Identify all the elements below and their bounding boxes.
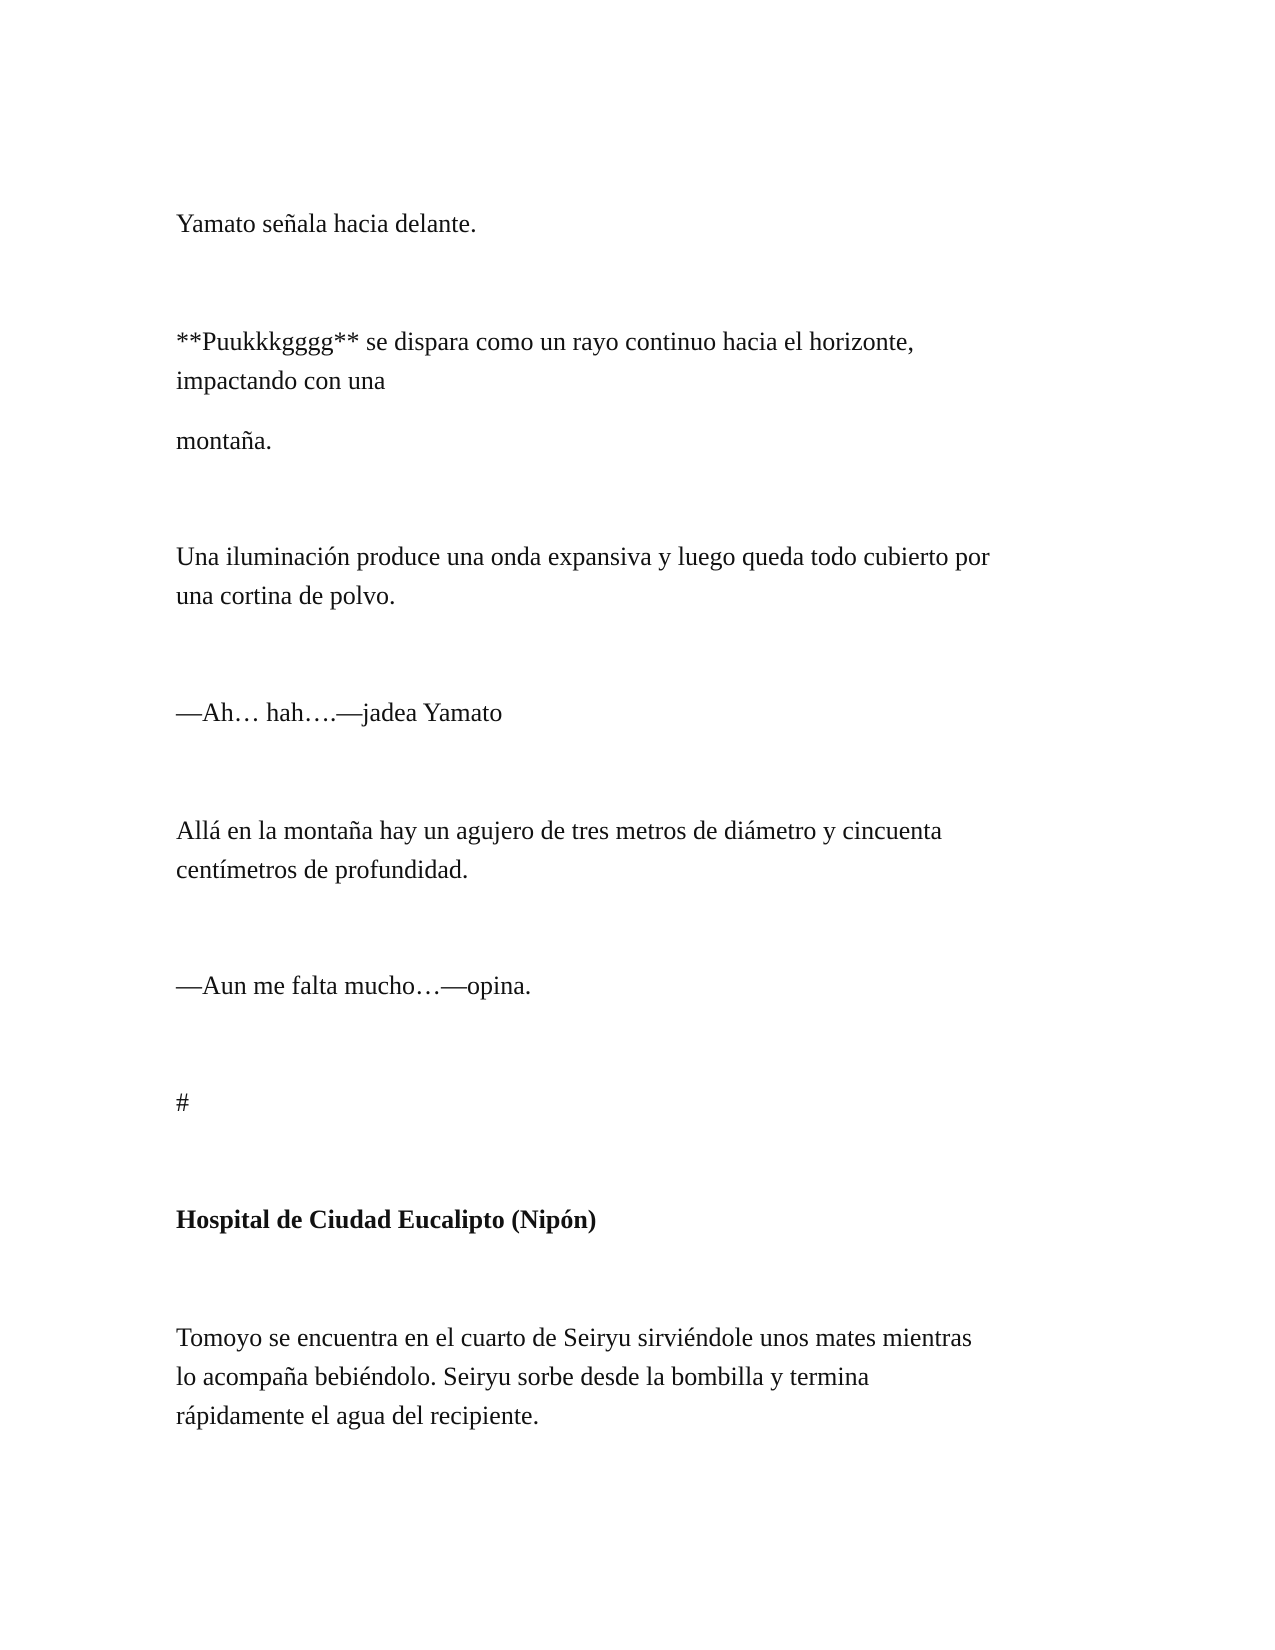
paragraph-agujero-line-2: centímetros de profundidad. [176, 855, 469, 884]
paragraph-puukkkgggg-line-1: **Puukkkgggg** se dispara como un rayo continuo hacia el horizonte, [176, 327, 914, 356]
paragraph-yamato-senala: Yamato señala hacia delante. [176, 209, 477, 238]
section-heading: Hospital de Ciudad Eucalipto (Nipón) [176, 1205, 597, 1234]
paragraph-tomoyo-line-3: rápidamente el agua del recipiente. [176, 1401, 540, 1430]
paragraph-agujero-line-1: Allá en la montaña hay un agujero de tres metros de diámetro y cincuenta [176, 816, 942, 845]
paragraph-tomoyo-line-2: lo acompaña bebiéndolo. Seiryu sorbe desde la bombilla y termina [176, 1362, 870, 1391]
paragraph-tomoyo-line-1: Tomoyo se encuentra en el cuarto de Seiryu sirviéndole unos mates mientras [176, 1323, 972, 1352]
paragraph-iluminacion-line-1: Una iluminación produce una onda expansiva y luego queda todo cubierto por [176, 542, 990, 571]
dialogue-opina: —Aun me falta mucho…—opina. [176, 971, 532, 1000]
paragraph-puukkkgggg-line-2: impactando con una [176, 366, 386, 395]
paragraph-montana: montaña. [176, 426, 273, 455]
scene-break: # [176, 1088, 189, 1117]
paragraph-iluminacion-line-2: una cortina de polvo. [176, 581, 396, 610]
dialogue-jadea-yamato: —Ah… hah….—jadea Yamato [176, 698, 503, 727]
